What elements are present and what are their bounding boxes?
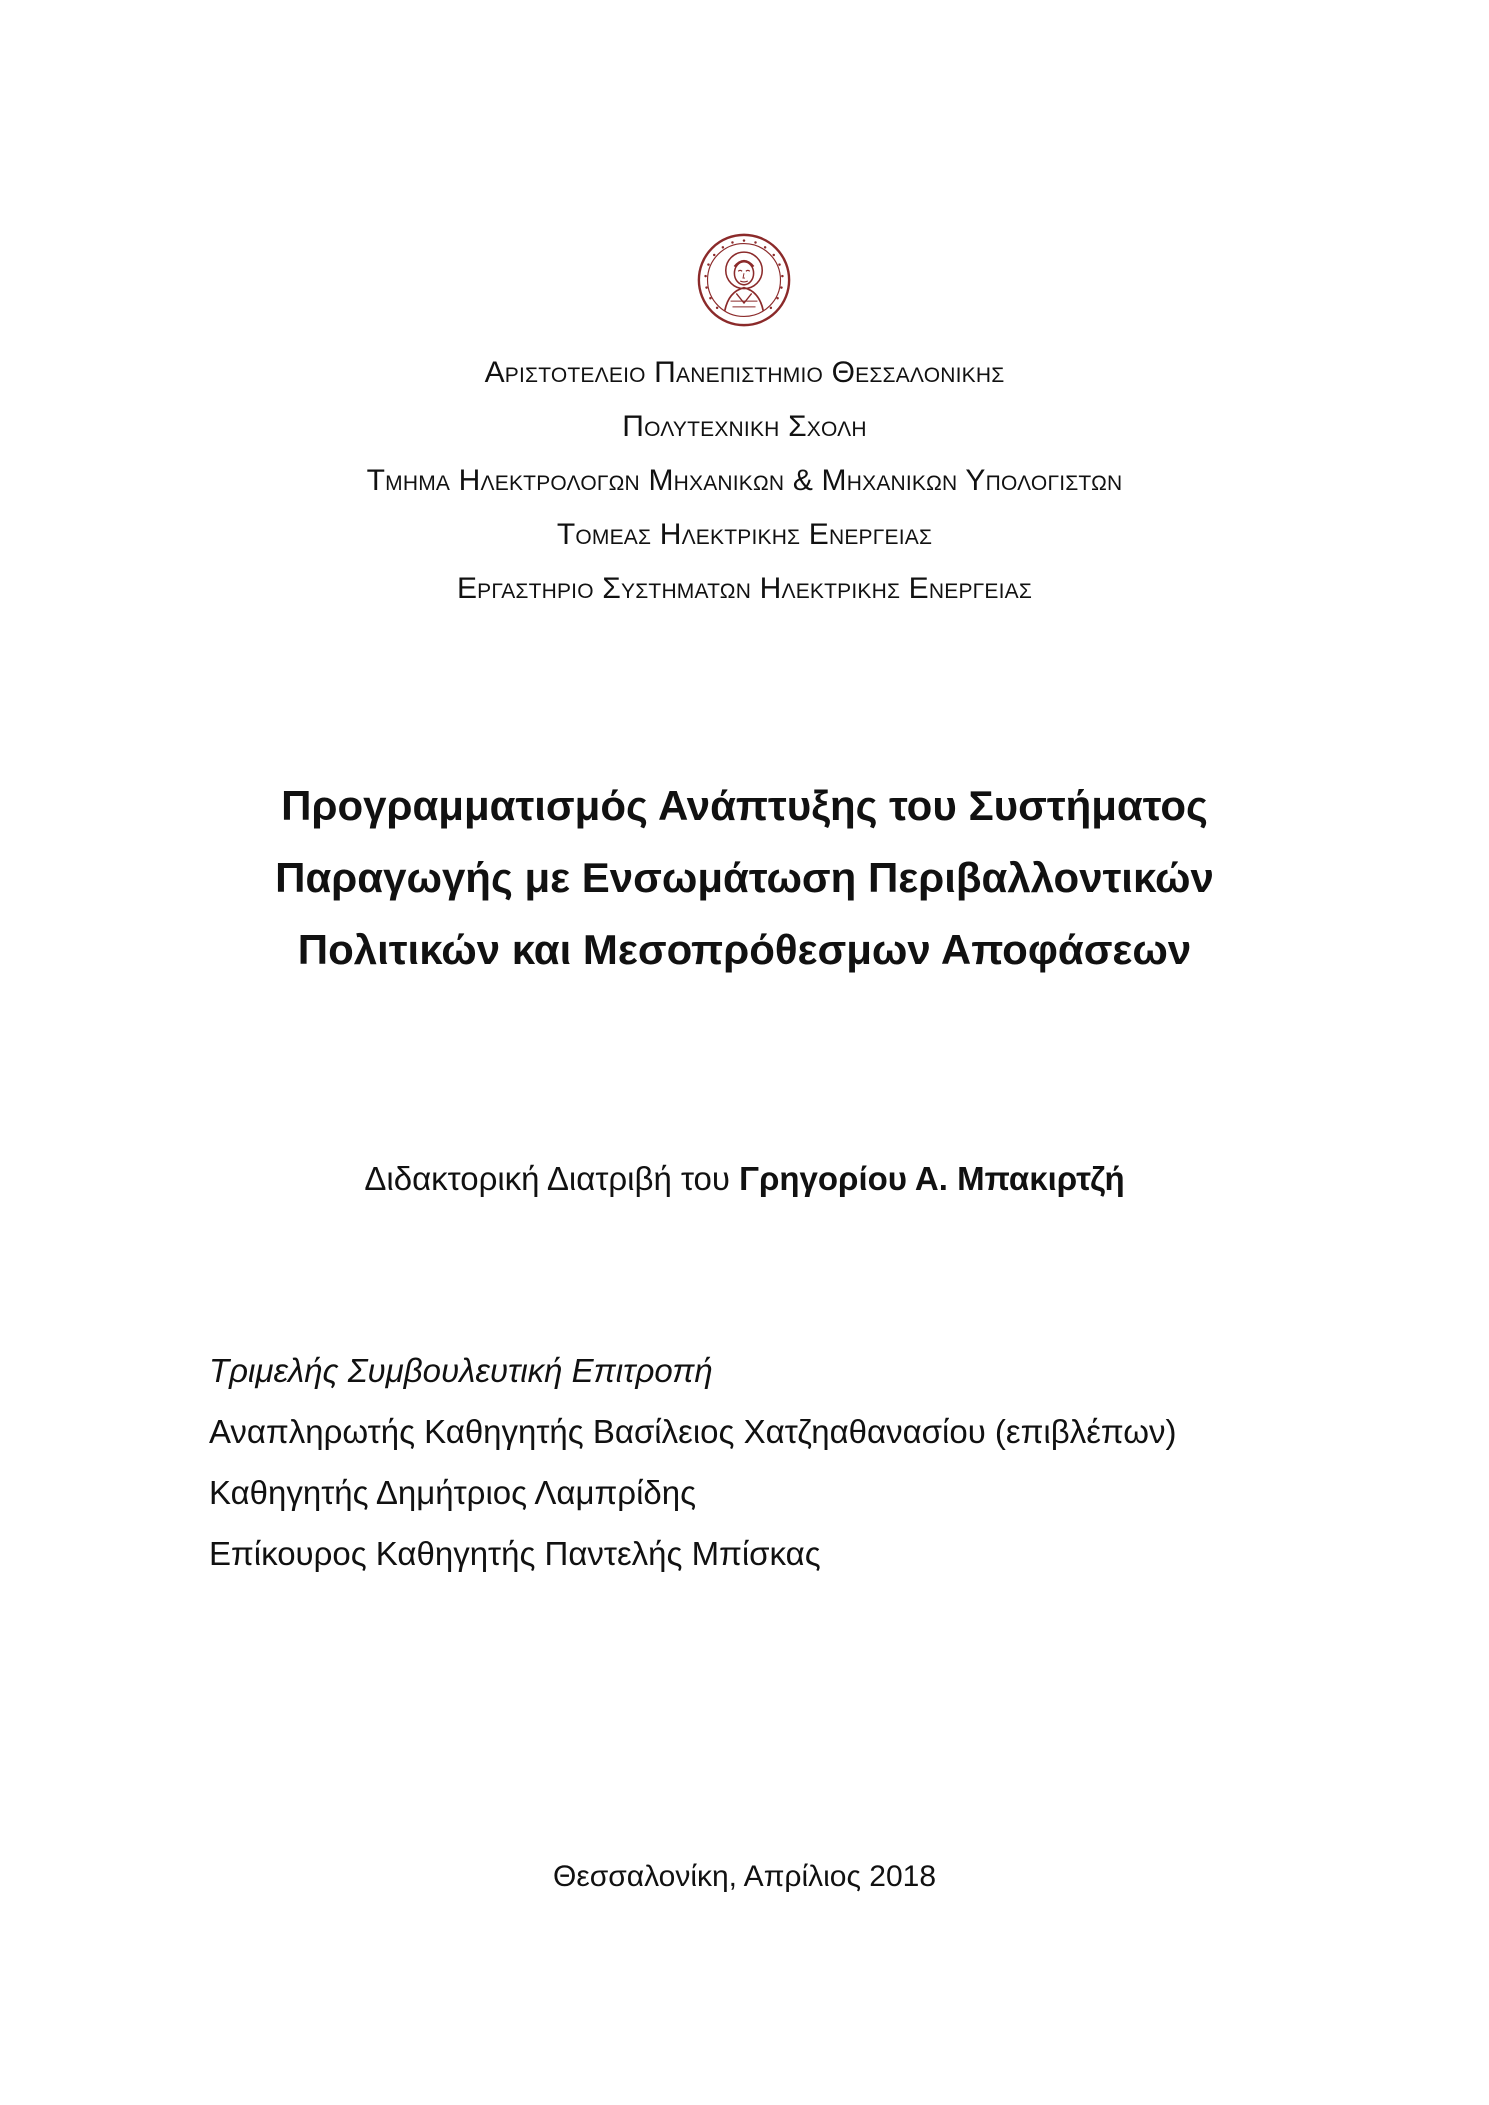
university-name: Αριστοτελειο Πανεπιστημιο Θεσσαλονικησ — [484, 356, 1005, 389]
school-name: Πολυτεχνικη Σχολη — [622, 410, 867, 443]
institution-block — [0, 346, 1489, 616]
committee-member: Καθηγητής Δημήτριος Λαμπρίδης — [209, 1474, 697, 1511]
division-name: Τομεασ Ηλεκτρικησ Ενεργειασ — [556, 518, 933, 551]
author-name: Γρηγορίου Α. Μπακιρτζή — [739, 1160, 1125, 1197]
university-seal-icon — [696, 232, 792, 328]
committee-member: Αναπληρωτής Καθηγητής Βασίλειος Χατζηαθανασίου (επιβλέπων) — [209, 1413, 1177, 1450]
thesis-type-label: Διδακτορική Διατριβή του — [364, 1160, 740, 1197]
place-and-date: Θεσσαλονίκη, Απρίλιος 2018 — [553, 1860, 936, 1893]
title-line: Προγραμματισμός Ανάπτυξης του Συστήματος — [281, 782, 1208, 829]
laboratory-name: Εργαστηριο Συστηματων Ηλεκτρικησ Ενεργειασ — [456, 572, 1033, 605]
advisory-committee — [209, 1340, 1359, 1584]
title-line: Παραγωγής με Ενσωμάτωση Περιβαλλοντικών — [275, 854, 1214, 901]
department-name: Τμημα Ηλεκτρολογων Μηχανικων & Μηχανικων Υπολογιστων — [366, 464, 1123, 497]
thesis-type-line — [0, 1156, 1489, 1202]
thesis-title — [0, 770, 1489, 986]
committee-heading: Τριμελής Συμβουλευτική Επιτροπή — [209, 1352, 713, 1389]
title-line: Πολιτικών και Μεσοπρόθεσμων Αποφάσεων — [297, 926, 1192, 973]
committee-member: Επίκουρος Καθηγητής Παντελής Μπίσκας — [209, 1535, 821, 1572]
